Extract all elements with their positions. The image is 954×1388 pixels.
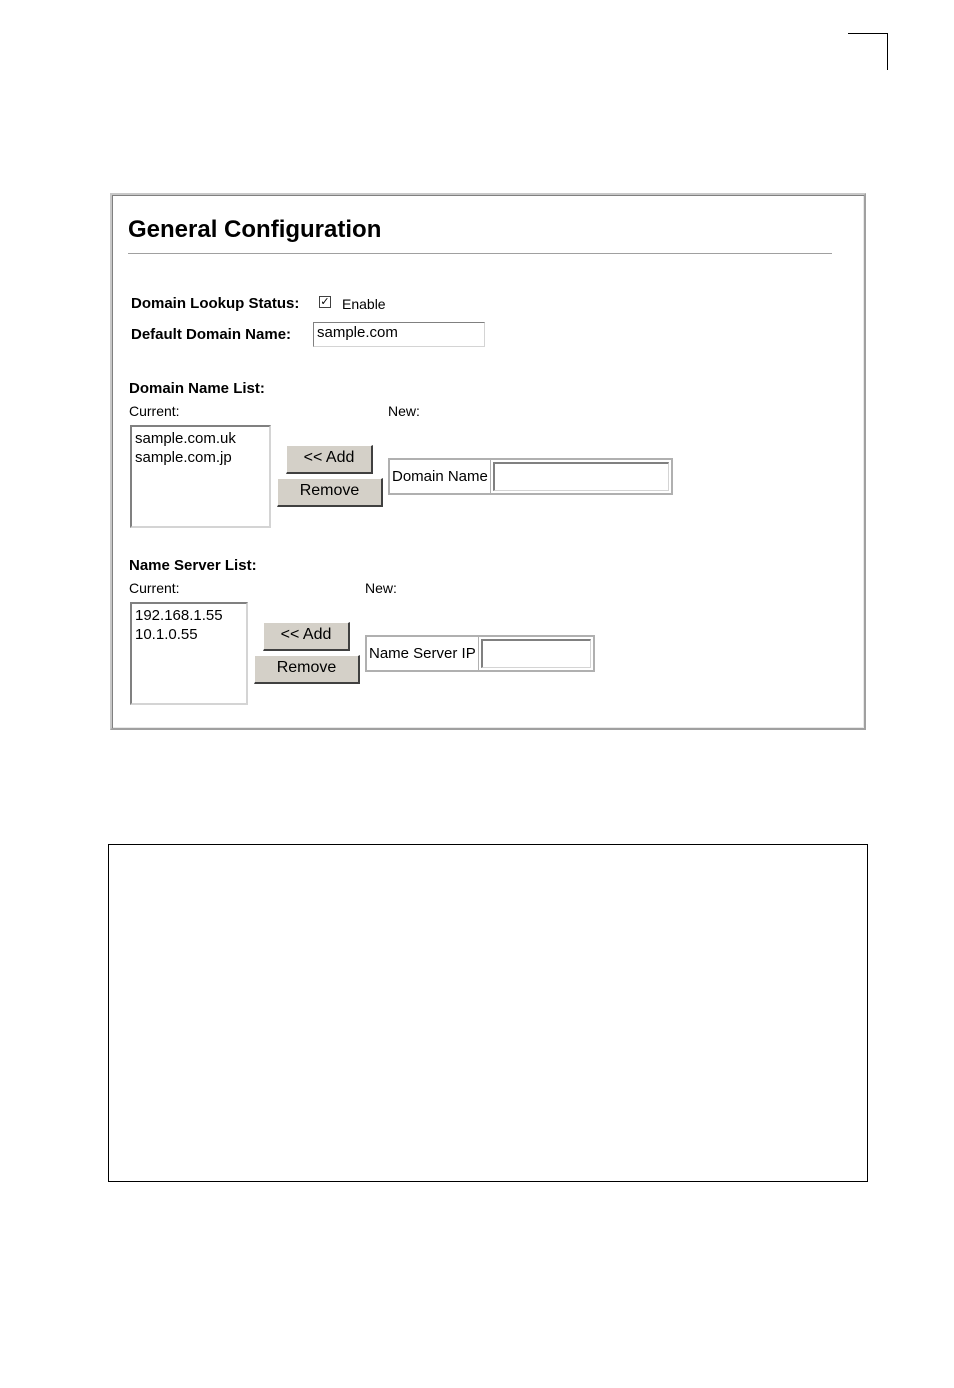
- domain-lookup-enable-checkbox[interactable]: ✓: [320, 296, 330, 308]
- domain-remove-button[interactable]: Remove: [277, 478, 383, 507]
- default-domain-name-label: Default Domain Name:: [131, 326, 292, 343]
- enable-label: Enable: [342, 296, 386, 312]
- name-server-ip-new-input[interactable]: [481, 639, 591, 668]
- domain-lookup-status-label: Domain Lookup Status:: [131, 295, 300, 312]
- empty-content-box: [108, 844, 868, 1182]
- domain-add-button[interactable]: << Add: [286, 445, 373, 474]
- page-title: General Configuration: [128, 216, 382, 243]
- new-domain-name-row: [388, 458, 673, 495]
- list-item[interactable]: sample.com.uk: [135, 430, 236, 447]
- name-server-remove-button[interactable]: Remove: [254, 655, 360, 684]
- title-divider: [128, 253, 832, 255]
- name-server-new-label: New:: [365, 580, 397, 596]
- list-item[interactable]: sample.com.jp: [135, 449, 232, 466]
- domain-name-list-heading: Domain Name List:: [129, 380, 265, 397]
- domain-name-field-label: Domain Name: [390, 460, 491, 493]
- name-server-current-label: Current:: [129, 580, 180, 596]
- name-server-listbox[interactable]: [130, 602, 248, 705]
- domain-name-new-input[interactable]: [493, 462, 669, 491]
- name-server-add-button[interactable]: << Add: [263, 622, 350, 651]
- list-item[interactable]: 192.168.1.55: [135, 607, 223, 624]
- default-domain-name-input[interactable]: sample.com: [313, 322, 485, 347]
- page-corner-mark: [848, 33, 888, 70]
- new-name-server-row: [365, 635, 595, 672]
- name-server-ip-field-label: Name Server IP: [367, 637, 479, 670]
- list-item[interactable]: 10.1.0.55: [135, 626, 198, 643]
- domain-new-label: New:: [388, 403, 420, 419]
- domain-name-listbox[interactable]: [130, 425, 271, 528]
- domain-current-label: Current:: [129, 403, 180, 419]
- general-configuration-panel: [110, 193, 866, 730]
- name-server-list-heading: Name Server List:: [129, 557, 257, 574]
